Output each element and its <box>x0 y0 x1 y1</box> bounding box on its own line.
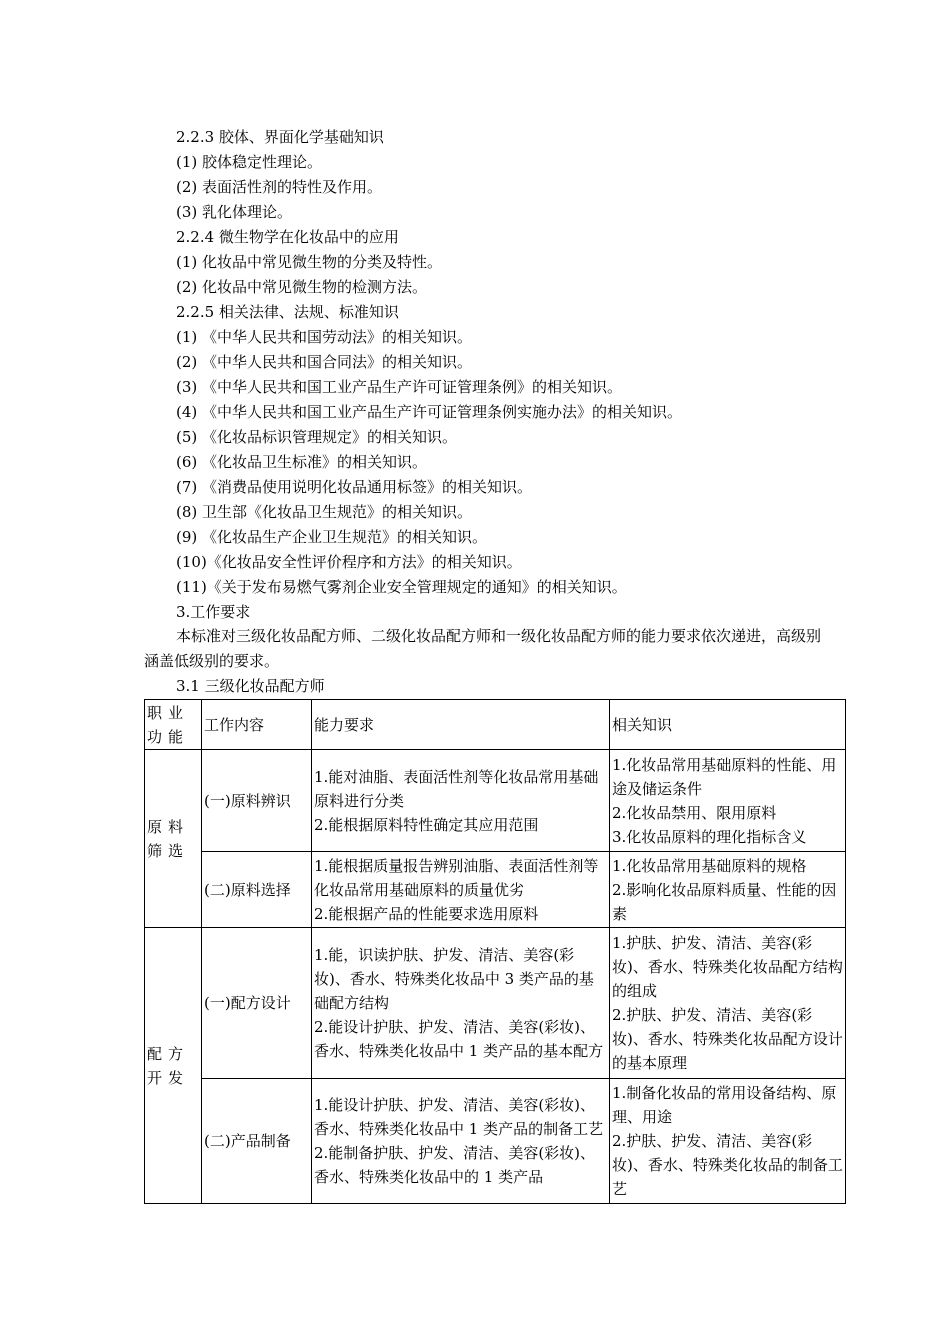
heading-2-2-3: 2.2.3 胶体、界面化学基础知识 <box>176 128 384 146</box>
list-item: (10)《化妆品安全性评价程序和方法》的相关知识。 <box>176 553 522 571</box>
list-item: (2) 《中华人民共和国合同法》的相关知识。 <box>176 353 473 371</box>
header-knowledge: 相关知识 <box>610 700 846 750</box>
knowledge-cell: 1.制备化妆品的常用设备结构、原理、用途 2.护肤、护发、清洁、美容(彩妆)、香水、特殊类化妆品的制备工艺 <box>610 1079 846 1204</box>
requirements-table <box>144 699 846 1204</box>
header-ability: 能力要求 <box>312 700 610 750</box>
list-item: (2) 表面活性剂的特性及作用。 <box>176 178 383 196</box>
heading-2-2-4: 2.2.4 微生物学在化妆品中的应用 <box>176 228 399 246</box>
section-heading-3-1: 3.1 三级化妆品配方师 <box>176 677 325 695</box>
list-item: (3) 乳化体理论。 <box>176 203 293 221</box>
ability-cell: 1.能根据质量报告辨别油脂、表面活性剂等化妆品常用基础原料的质量优劣 2.能根据产品的性能要求选用原料 <box>312 852 610 928</box>
list-item: (1) 化妆品中常见微生物的分类及特性。 <box>176 253 443 271</box>
table-row <box>145 750 846 852</box>
ability-cell: 1.能对油脂、表面活性剂等化妆品常用基础原料进行分类 2.能根据原料特性确定其应用范围 <box>312 750 610 852</box>
ability-cell: 1.能，识读护肤、护发、清洁、美容(彩妆)、香水、特殊类化妆品中 3 类产品的基础配方结构 2.能设计护肤、护发、清洁、美容(彩妆)、香水、特殊类化妆品中 1 类产品的基本配方 <box>312 928 610 1079</box>
table-header-row <box>145 700 846 750</box>
list-item: (1) 《中华人民共和国劳动法》的相关知识。 <box>176 328 473 346</box>
list-item: (8) 卫生部《化妆品卫生规范》的相关知识。 <box>176 503 473 521</box>
list-item: (3) 《中华人民共和国工业产品生产许可证管理条例》的相关知识。 <box>176 378 623 396</box>
content-cell: (二)产品制备 <box>202 1079 312 1204</box>
header-function: 职业功能 <box>145 700 202 750</box>
table-row <box>145 1079 846 1204</box>
function-cell: 配方开发 <box>145 928 202 1204</box>
list-item: (6) 《化妆品卫生标准》的相关知识。 <box>176 453 428 471</box>
list-item: (5) 《化妆品标识管理规定》的相关知识。 <box>176 428 458 446</box>
intro-paragraph: 本标准对三级化妆品配方师、二级化妆品配方师和一级化妆品配方师的能力要求依次递进，高级别涵盖低级别的要求。 <box>144 627 822 670</box>
knowledge-cell: 1.护肤、护发、清洁、美容(彩妆)、香水、特殊类化妆品配方结构的组成 2.护肤、护发、清洁、美容(彩妆)、香水、特殊类化妆品配方设计的基本原理 <box>610 928 846 1079</box>
content-cell: (二)原料选择 <box>202 852 312 928</box>
heading-2-2-5: 2.2.5 相关法律、法规、标准知识 <box>176 303 399 321</box>
knowledge-cell: 1.化妆品常用基础原料的规格 2.影响化妆品原料质量、性能的因素 <box>610 852 846 928</box>
ability-cell: 1.能设计护肤、护发、清洁、美容(彩妆)、香水、特殊类化妆品中 1 类产品的制备工艺 2.能制备护肤、护发、清洁、美容(彩妆)、香水、特殊类化妆品中的 1 类产品 <box>312 1079 610 1204</box>
list-item: (4) 《中华人民共和国工业产品生产许可证管理条例实施办法》的相关知识。 <box>176 403 683 421</box>
list-item: (9) 《化妆品生产企业卫生规范》的相关知识。 <box>176 528 488 546</box>
table-row <box>145 928 846 1079</box>
list-item: (1) 胶体稳定性理论。 <box>176 153 323 171</box>
header-content: 工作内容 <box>202 700 312 750</box>
table-row <box>145 852 846 928</box>
content-cell: (一)配方设计 <box>202 928 312 1079</box>
list-item: (2) 化妆品中常见微生物的检测方法。 <box>176 278 428 296</box>
section-heading-3: 3.工作要求 <box>176 603 251 621</box>
function-cell: 原料筛选 <box>145 750 202 928</box>
list-item: (7) 《消费品使用说明化妆品通用标签》的相关知识。 <box>176 478 533 496</box>
knowledge-cell: 1.化妆品常用基础原料的性能、用途及储运条件 2.化妆品禁用、限用原料 3.化妆品原料的理化指标含义 <box>610 750 846 852</box>
content-cell: (一)原料辨识 <box>202 750 312 852</box>
list-item: (11)《关于发布易燃气雾剂企业安全管理规定的通知》的相关知识。 <box>176 578 627 596</box>
